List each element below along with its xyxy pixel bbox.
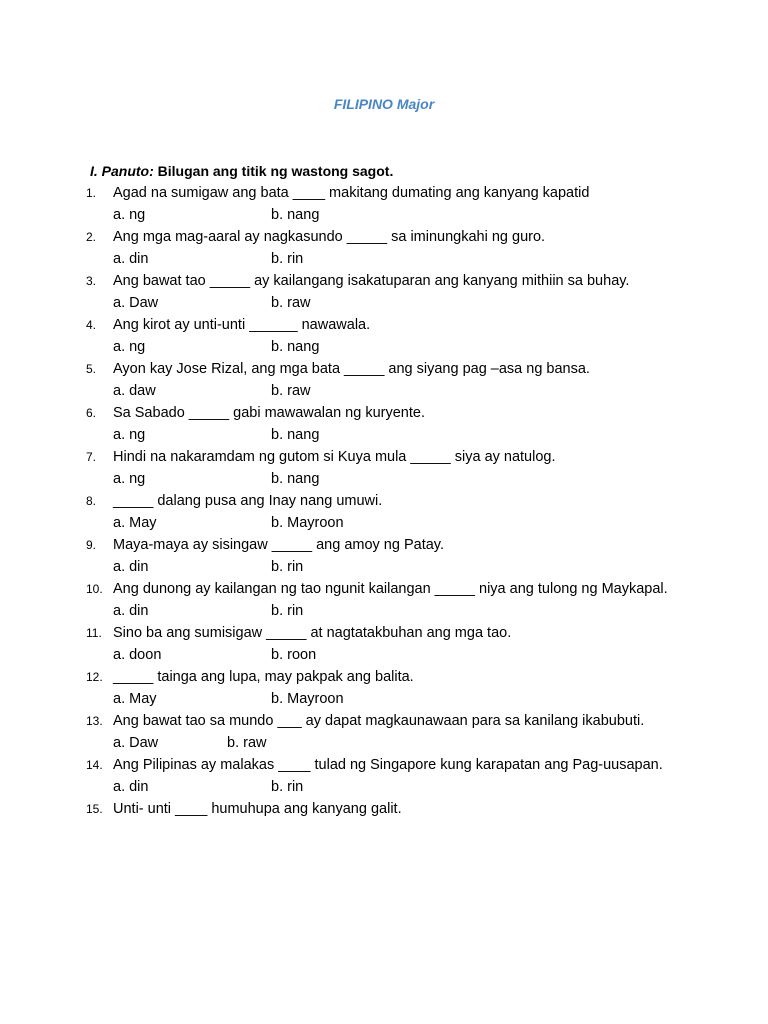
question-item [0, 270, 768, 314]
question-number: 8. [86, 494, 97, 508]
question-number: 10. [86, 582, 103, 596]
choice-a[interactable]: a. ng [113, 207, 146, 223]
choice-a[interactable]: a. daw [113, 383, 156, 399]
choice-a[interactable]: a. Daw [113, 295, 159, 311]
question-item [0, 534, 768, 578]
choice-b[interactable]: b. nang [271, 339, 320, 355]
choice-b[interactable]: b. nang [271, 427, 320, 443]
choice-a[interactable]: a. May [113, 515, 157, 531]
question-item [0, 226, 768, 270]
choice-b[interactable]: b. nang [271, 471, 320, 487]
answer-choices [113, 732, 677, 754]
document-title: FILIPINO Major [333, 96, 435, 112]
question-text: Agad na sumigaw ang bata ____ makitang dumating ang kanyang kapatid [113, 185, 590, 201]
question-text: _____ tainga ang lupa, may pakpak ang balita. [113, 669, 414, 685]
question-number: 2. [86, 230, 97, 244]
question-text: Ang bawat tao sa mundo ___ ay dapat magkaunawaan para sa kanilang ikabubuti. [113, 713, 645, 729]
question-text: Ayon kay Jose Rizal, ang mga bata _____ ang siyang pag –asa ng bansa. [113, 361, 590, 377]
instruction-text: Bilugan ang titik ng wastong sagot. [153, 163, 394, 179]
choice-b[interactable]: b. Mayroon [271, 515, 344, 531]
question-number: 14. [86, 758, 103, 772]
answer-choices [113, 380, 677, 402]
question-number: 11. [86, 626, 102, 640]
answer-choices [113, 468, 677, 490]
instruction-lead: I. Panuto: [90, 163, 154, 179]
choice-a[interactable]: a. ng [113, 471, 146, 487]
answer-choices [113, 292, 677, 314]
instruction [90, 163, 690, 179]
question-item [0, 446, 768, 490]
choice-b[interactable]: b. roon [271, 647, 317, 663]
question-number: 6. [86, 406, 97, 420]
question-item [0, 490, 768, 534]
question-list [0, 182, 768, 820]
question-text: Ang bawat tao _____ ay kailangang isakatuparan ang kanyang mithiin sa buhay. [113, 273, 630, 289]
question-number: 15. [86, 802, 103, 816]
question-text: Sino ba ang sumisigaw _____ at nagtatakbuhan ang mga tao. [113, 625, 512, 641]
choice-b[interactable]: b. rin [271, 603, 304, 619]
answer-choices [113, 248, 677, 270]
choice-b[interactable]: b. rin [271, 779, 304, 795]
answer-choices [113, 512, 677, 534]
choice-b[interactable]: b. Mayroon [271, 691, 344, 707]
question-text: Ang kirot ay unti-unti ______ nawawala. [113, 317, 371, 333]
question-text: Ang mga mag-aaral ay nagkasundo _____ sa iminungkahi ng guro. [113, 229, 546, 245]
question-item [0, 710, 768, 754]
choice-b[interactable]: b. raw [271, 295, 311, 311]
answer-choices [113, 688, 677, 710]
question-item [0, 754, 768, 798]
question-text: Sa Sabado _____ gabi mawawalan ng kuryente. [113, 405, 425, 421]
choice-a[interactable]: a. May [113, 691, 157, 707]
question-number: 13. [86, 714, 103, 728]
choice-a[interactable]: a. Daw [113, 735, 159, 751]
question-text: Maya-maya ay sisingaw _____ ang amoy ng Patay. [113, 537, 444, 553]
choice-b[interactable]: b. rin [271, 559, 304, 575]
question-number: 12. [86, 670, 103, 684]
choice-b[interactable]: b. raw [271, 383, 311, 399]
answer-choices [113, 424, 677, 446]
choice-b[interactable]: b. raw [227, 735, 267, 751]
question-text: _____ dalang pusa ang Inay nang umuwi. [113, 493, 383, 509]
question-text: Ang dunong ay kailangan ng tao ngunit kailangan _____ niya ang tulong ng Maykapal. [113, 581, 668, 597]
question-item [0, 666, 768, 710]
answer-choices [113, 776, 677, 798]
question-item [0, 182, 768, 226]
choice-a[interactable]: a. din [113, 559, 149, 575]
question-item [0, 622, 768, 666]
question-item [0, 314, 768, 358]
answer-choices [113, 336, 677, 358]
question-item [0, 798, 768, 820]
question-number: 7. [86, 450, 97, 464]
choice-b[interactable]: b. rin [271, 251, 304, 267]
choice-a[interactable]: a. ng [113, 339, 146, 355]
question-text: Ang Pilipinas ay malakas ____ tulad ng Singapore kung karapatan ang Pag-uusapan. [113, 757, 663, 773]
choice-a[interactable]: a. ng [113, 427, 146, 443]
question-number: 5. [86, 362, 97, 376]
answer-choices [113, 644, 677, 666]
question-number: 4. [86, 318, 97, 332]
question-number: 3. [86, 274, 97, 288]
choice-a[interactable]: a. din [113, 779, 149, 795]
choice-a[interactable]: a. din [113, 603, 149, 619]
answer-choices [113, 204, 677, 226]
choice-b[interactable]: b. nang [271, 207, 320, 223]
answer-choices [113, 600, 677, 622]
question-item [0, 358, 768, 402]
question-text: Unti- unti ____ humuhupa ang kanyang galit. [113, 801, 402, 817]
question-number: 9. [86, 538, 97, 552]
question-item [0, 578, 768, 622]
question-item [0, 402, 768, 446]
choice-a[interactable]: a. doon [113, 647, 162, 663]
question-text: Hindi na nakaramdam ng gutom si Kuya mula _____ siya ay natulog. [113, 449, 556, 465]
answer-choices [113, 556, 677, 578]
question-number: 1. [86, 186, 97, 200]
choice-a[interactable]: a. din [113, 251, 149, 267]
